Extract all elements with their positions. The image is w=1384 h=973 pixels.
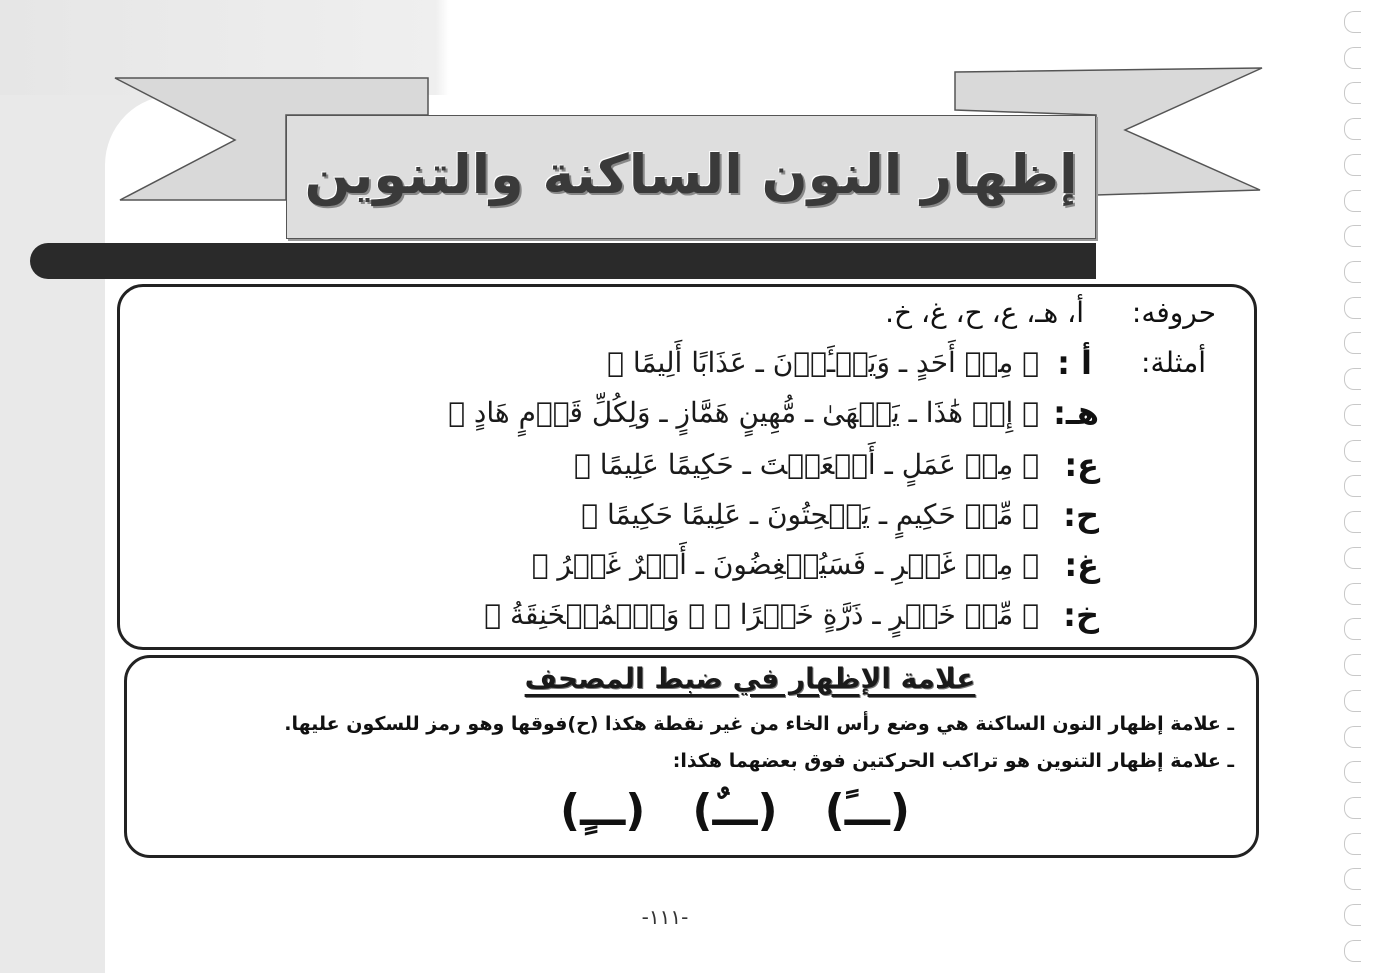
binding-hole	[1344, 797, 1361, 819]
example-verse: ﴿ مِنۡ أَحَدٍ ـ وَيَنۡـَٔوۡنَ ـ عَذَابًا أَلِيمًا ﴾	[607, 346, 1039, 379]
binding-hole	[1344, 440, 1361, 462]
binding-hole	[1344, 761, 1361, 783]
binding-hole	[1344, 904, 1361, 926]
letters-label: حروفه:	[1131, 296, 1216, 329]
example-key: أ :	[1057, 344, 1092, 382]
example-key: غ:	[1064, 546, 1099, 584]
binding-hole	[1344, 475, 1361, 497]
example-key: ع:	[1064, 446, 1099, 484]
example-verse: ﴿ مِنۡ عَمَلٍ ـ أَنۡعَمۡتَ ـ حَكِيمًا عَلِيمًا ﴾	[574, 448, 1039, 481]
tanween-damm-mark: (ـــٌ)	[692, 785, 778, 836]
binding-hole	[1344, 547, 1361, 569]
tanween-kasr-mark: (ـــٍ)	[560, 785, 646, 836]
binding-hole	[1344, 511, 1361, 533]
marks-line-noon: ـ علامة إظهار النون الساكنة هي وضع رأس الخاء من غير نقطة هكذا (ح)فوقها وهو رمز للسكون عليها.	[284, 713, 1234, 735]
binding-hole	[1344, 261, 1361, 283]
page-number: -١١١-	[641, 905, 689, 929]
example-verse: ﴿ مِّنۡ خَيۡرٍ ـ ذَرَّةٍ خَيۡرًا ﴾ ﴿ وَٱلۡمُنۡخَنِقَةُ ﴾	[484, 598, 1039, 631]
binding-hole	[1344, 690, 1361, 712]
tanween-marks	[560, 785, 910, 855]
example-key: ح:	[1063, 496, 1099, 534]
binding-hole	[1344, 404, 1361, 426]
binding-hole	[1344, 297, 1361, 319]
examples-label: أمثلة:	[1141, 346, 1206, 379]
example-verse: ﴿ مِّنۡ حَكِيمٍ ـ يَنۡحِتُونَ ـ عَلِيمًا حَكِيمًا ﴾	[581, 498, 1039, 531]
binding-hole	[1344, 583, 1361, 605]
binding-hole	[1344, 332, 1361, 354]
example-verse: ﴿ إِنۡ هَٰذَا ـ يَنۡهَىٰ ـ مُّهِينٍ هَمَّازٍ ـ وَلِكُلِّ قَوۡمٍ هَادٍ ﴾	[448, 396, 1039, 429]
page-title: إظهار النون الساكنة والتنوين	[304, 143, 1078, 206]
binding-hole	[1344, 940, 1361, 962]
binding-hole	[1344, 618, 1361, 640]
example-key: هـ:	[1053, 394, 1099, 432]
binding-hole	[1344, 654, 1361, 676]
example-key: خ:	[1063, 596, 1099, 634]
binding-hole	[1344, 833, 1361, 855]
binding-hole	[1344, 368, 1361, 390]
binding-hole	[1344, 868, 1361, 890]
marks-title: علامة الإظهار في ضبط المصحف	[524, 662, 976, 695]
letters-value: أ، هـ، ع، ح، غ، خ.	[885, 296, 1084, 329]
title-underline-bar	[30, 243, 1096, 279]
binding-hole	[1344, 726, 1361, 748]
marks-line-tanween: ـ علامة إظهار التنوين هو تراكب الحركتين فوق بعضهما هكذا:	[672, 750, 1234, 772]
tanween-fath-mark: (ـــً)	[824, 785, 910, 836]
example-verse: ﴿ مِنۡ غَيۡرِ ـ فَسَيُنۡغِضُونَ ـ أَجۡرٌ غَيۡرُ ﴾	[531, 548, 1039, 581]
